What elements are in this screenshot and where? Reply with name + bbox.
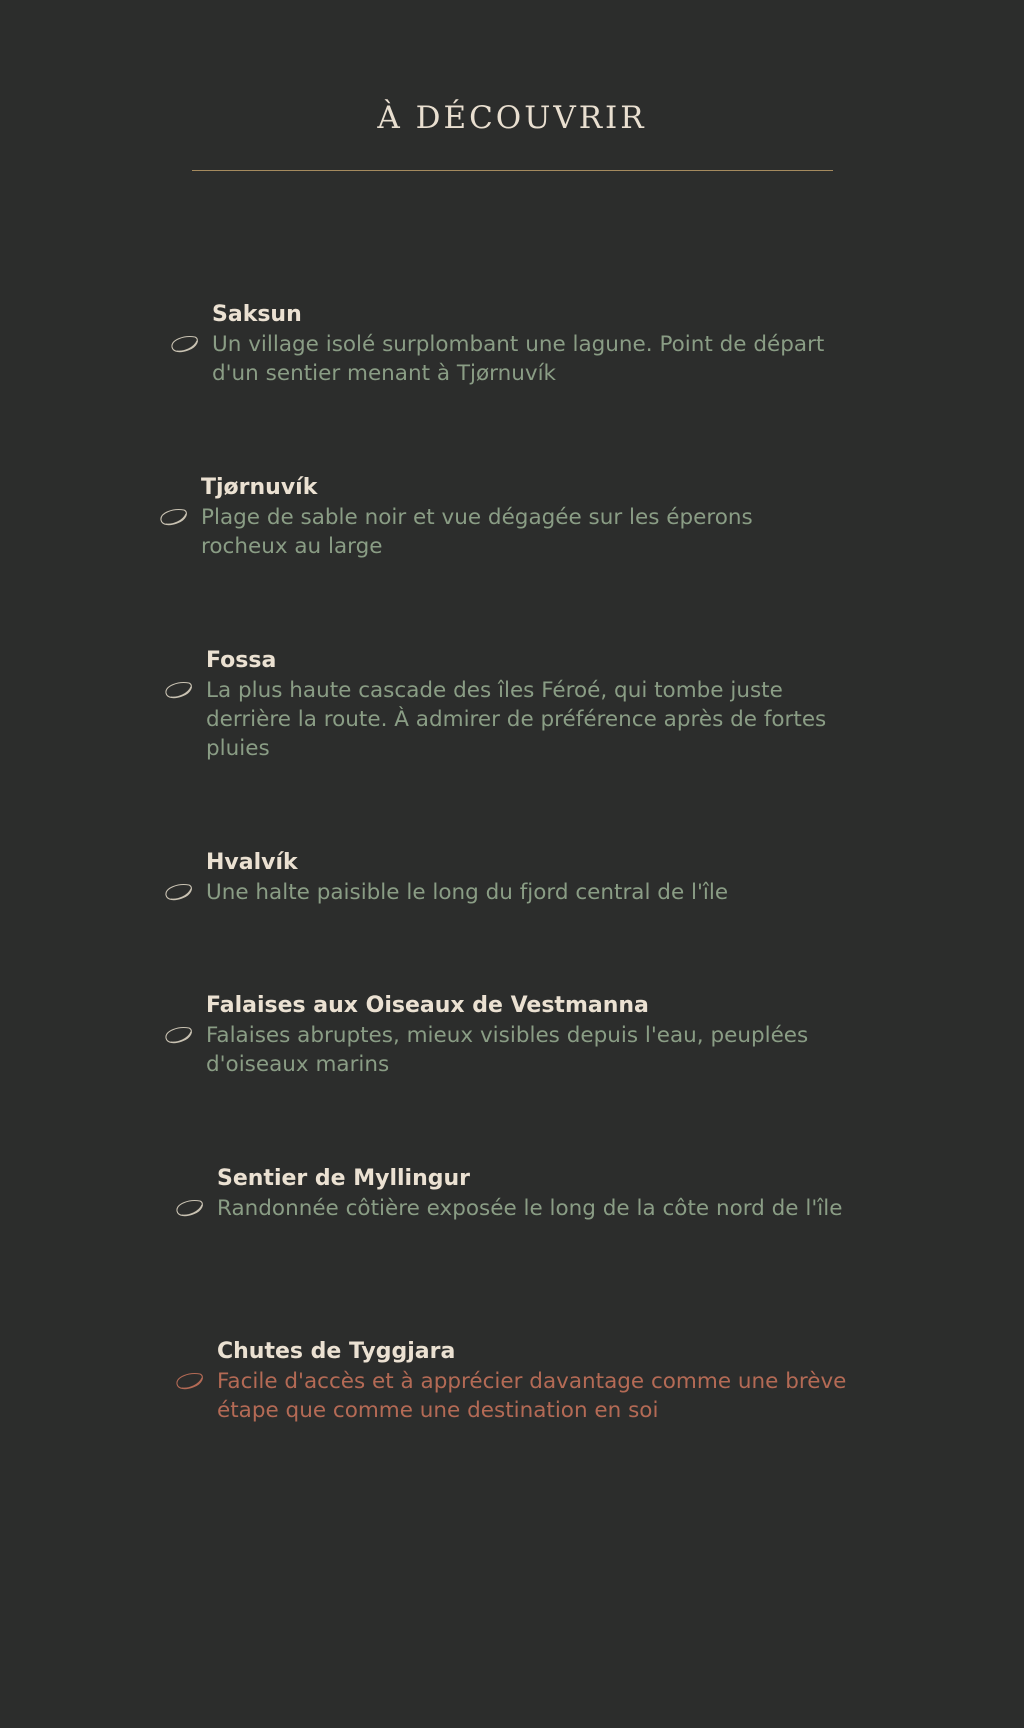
item-description: Plage de sable noir et vue dégagée sur les éperons rocheux au large: [201, 505, 753, 559]
item-name: Saksun: [212, 302, 302, 327]
item-name: Sentier de Myllingur: [217, 1166, 471, 1191]
item-description: La plus haute cascade des îles Féroé, qui tombe juste derrière la route. À admirer de préférence après de fortes pluies: [206, 678, 827, 761]
list-item-tjornuvik[interactable]: [201, 473, 841, 561]
item-name: Hvalvík: [206, 850, 298, 875]
list-item-saksun[interactable]: [212, 300, 852, 388]
hand-drawn-circle-icon: [173, 1369, 205, 1393]
list-item-hvalvik[interactable]: [206, 848, 846, 907]
list-item-tyggjara[interactable]: [217, 1337, 857, 1425]
item-description: Facile d'accès et à apprécier davantage comme une brève étape que comme une destination en soi: [217, 1369, 847, 1423]
item-description: Une halte paisible le long du fjord central de l'île: [206, 880, 729, 905]
hand-drawn-circle-icon: [173, 1196, 205, 1220]
hand-drawn-circle-icon: [162, 1023, 194, 1047]
hand-drawn-circle-icon: [162, 678, 194, 702]
page-title: À DÉCOUVRIR: [377, 100, 647, 136]
item-name: Tjørnuvík: [201, 475, 318, 500]
hand-drawn-circle-icon: [162, 880, 194, 904]
list-item-myllingur[interactable]: [217, 1164, 857, 1223]
hand-drawn-circle-icon: [157, 505, 189, 529]
item-description: Un village isolé surplombant une lagune. Point de départ d'un sentier menant à Tjørnuvík: [212, 332, 825, 386]
list-item-vestmanna[interactable]: [206, 991, 846, 1079]
item-description: Randonnée côtière exposée le long de la côte nord de l'île: [217, 1196, 843, 1221]
title-divider: [192, 170, 833, 171]
hand-drawn-circle-icon: [168, 332, 200, 356]
item-name: Chutes de Tyggjara: [217, 1339, 456, 1364]
item-name: Fossa: [206, 648, 277, 673]
list-item-fossa[interactable]: [206, 646, 846, 763]
item-description: Falaises abruptes, mieux visibles depuis l'eau, peuplées d'oiseaux marins: [206, 1023, 809, 1077]
item-name: Falaises aux Oiseaux de Vestmanna: [206, 993, 649, 1018]
